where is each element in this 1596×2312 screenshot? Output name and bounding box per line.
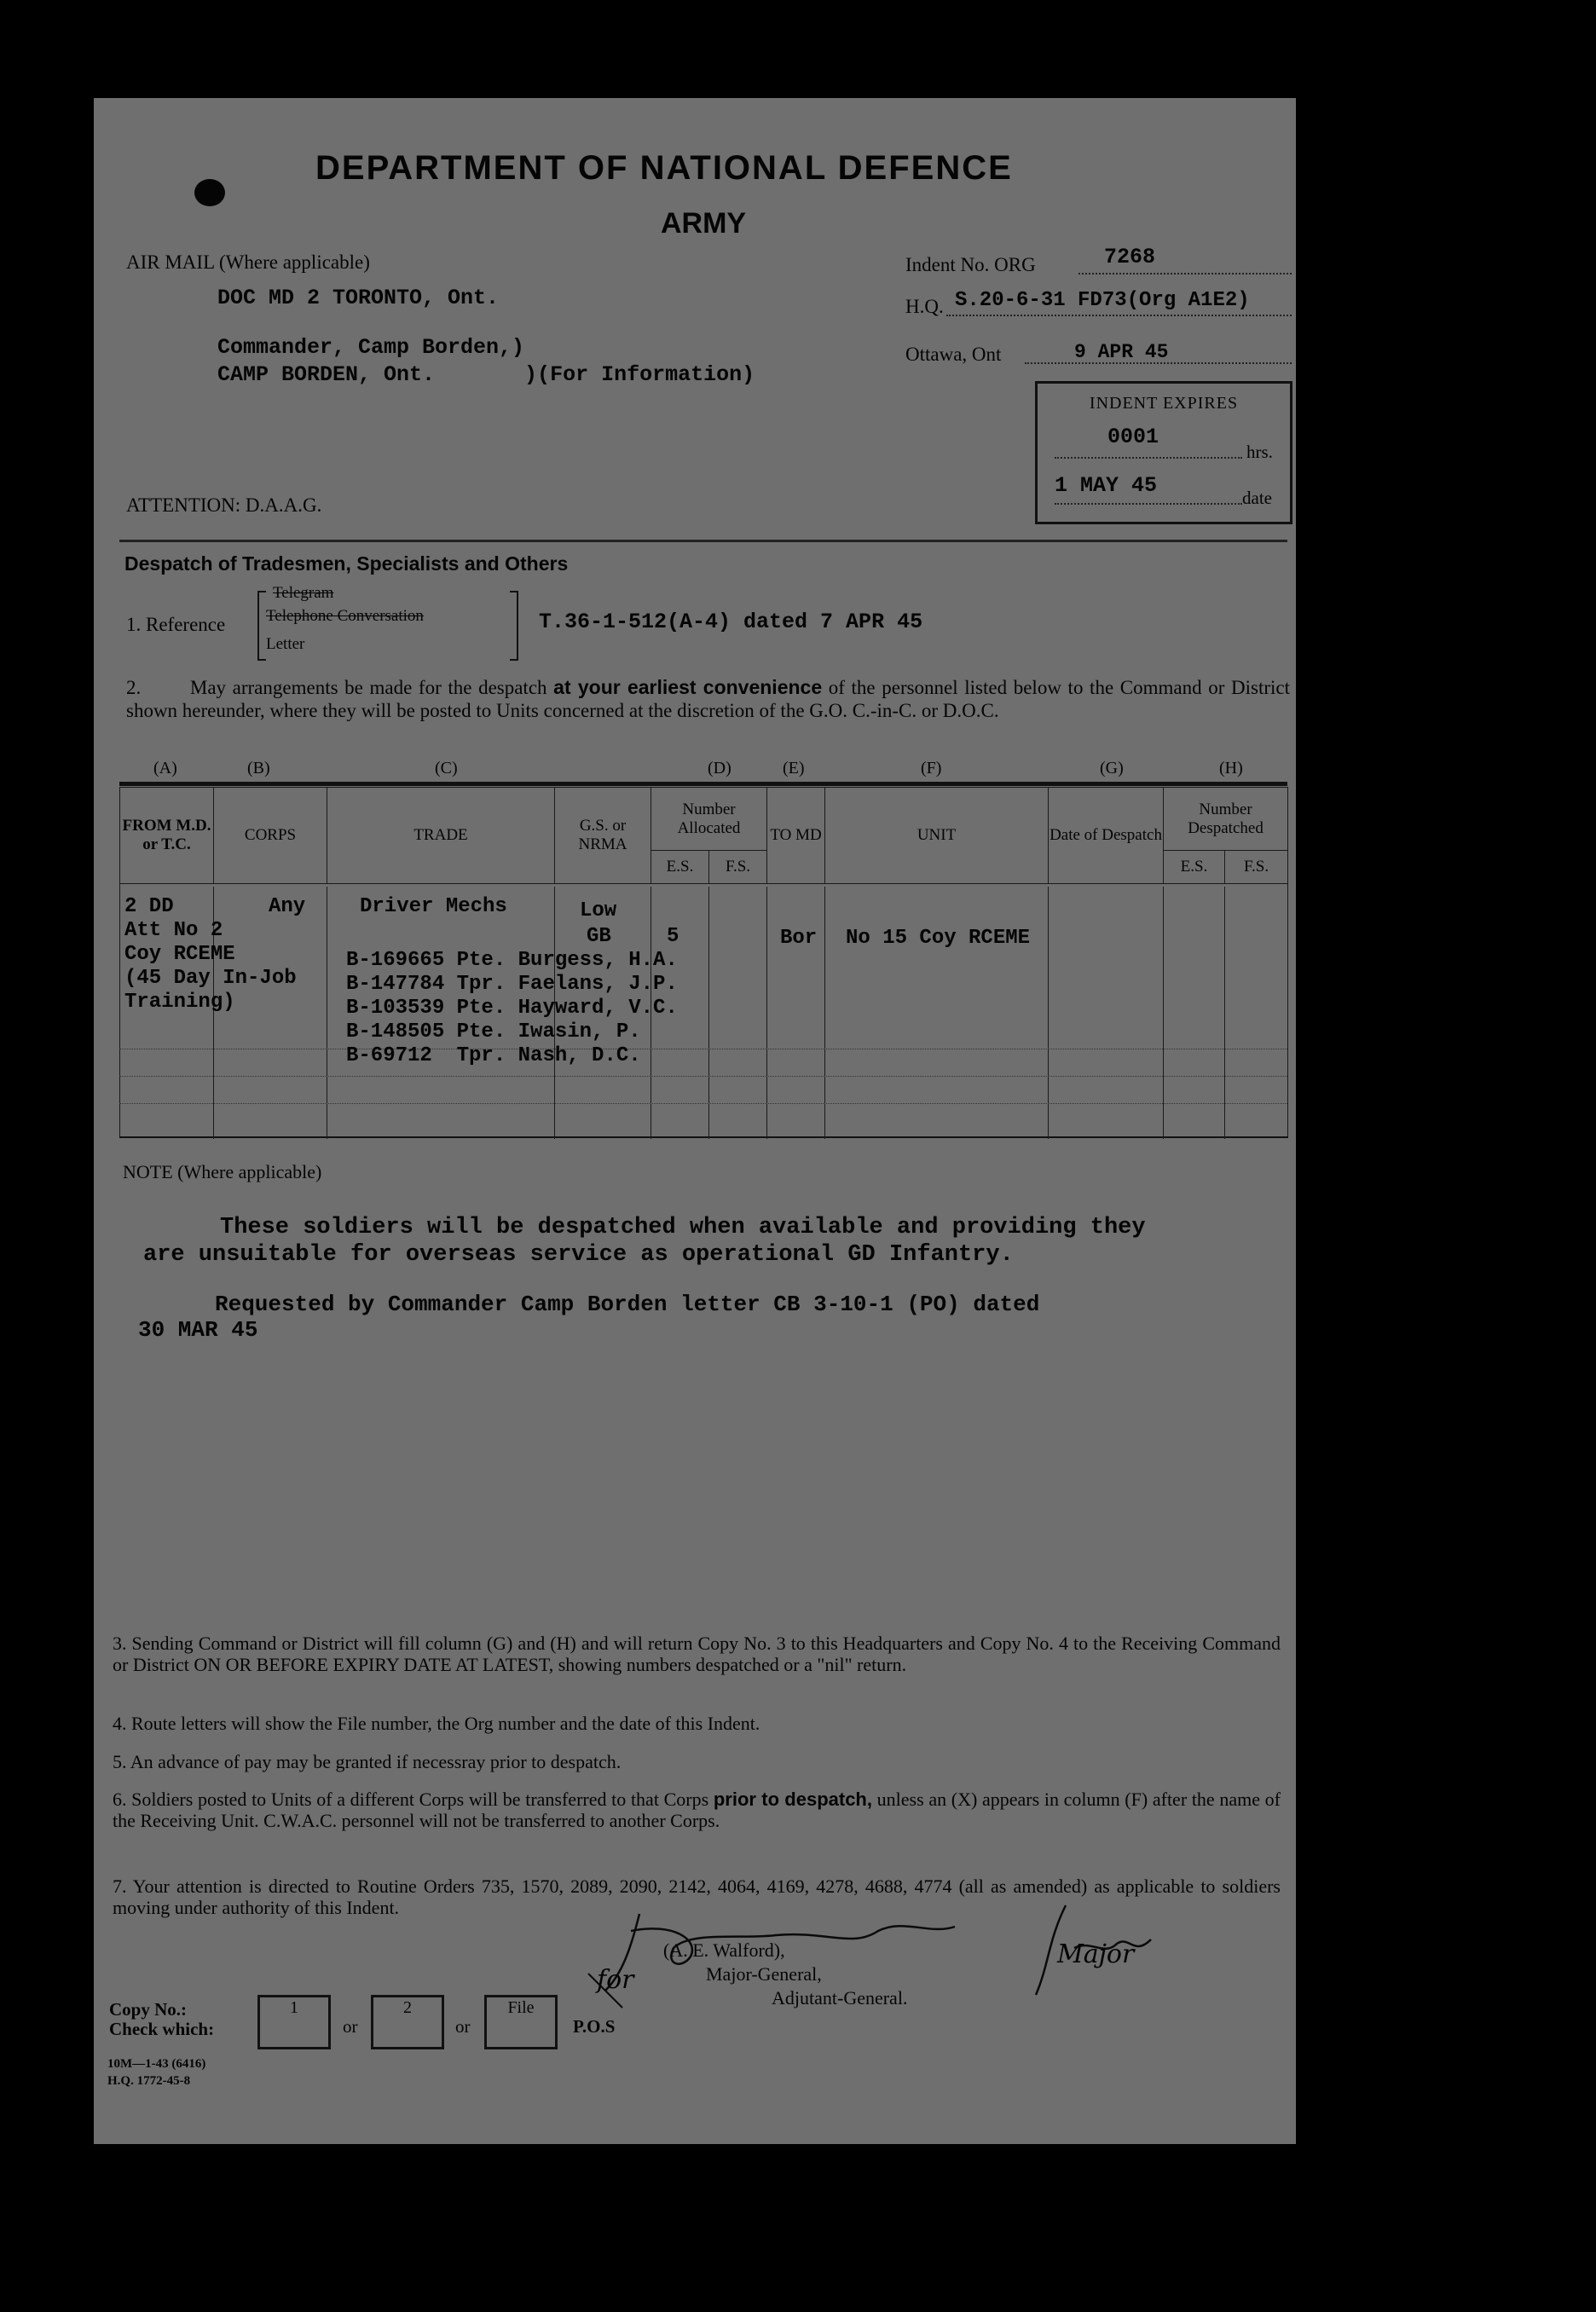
entry-gs: Low xyxy=(580,899,617,922)
column-letter-d: (D) xyxy=(708,759,732,777)
hq-dotted xyxy=(946,315,1292,316)
col-rule xyxy=(766,887,767,1139)
soldier-2: B-147784 Tpr. Faelans, J.P. xyxy=(346,973,678,996)
signature-title: Adjutant-General. xyxy=(772,1987,908,2009)
section-rule xyxy=(119,540,1287,542)
or-label-2: or xyxy=(455,2016,471,2037)
expires-hours: 0001 xyxy=(1107,425,1159,449)
header-unit: UNIT xyxy=(825,788,1049,884)
table-body-content xyxy=(119,887,1287,1139)
indent-number: 7268 xyxy=(1104,245,1156,269)
signature-name: (A. E. Walford), xyxy=(663,1939,785,1961)
copy-box-2-label: 2 xyxy=(403,1998,412,2017)
entry-es: 5 xyxy=(667,925,679,948)
soldier-3: B-103539 Pte. Hayward, V.C. xyxy=(346,997,678,1020)
entry-from-5: Training) xyxy=(124,991,235,1014)
col-rule xyxy=(708,887,709,1139)
column-letter-a: (A) xyxy=(153,759,177,777)
header-from: FROM M.D. or T.C. xyxy=(120,788,214,884)
column-letter-h: (H) xyxy=(1219,759,1243,777)
ottawa-date: 9 APR 45 xyxy=(1074,341,1169,363)
attention-label: ATTENTION: D.A.A.G. xyxy=(126,494,322,516)
hq-label: H.Q. xyxy=(905,296,944,317)
instruction-3: 3. Sending Command or District will fill column (G) and (H) and will return Copy No. 3 to this Headquarters and Copy No. 4 to the Receiving Command or District ON OR BEFORE EXPIRY DATE AT LATEST, showing numbers despatched or a "nil" return. xyxy=(113,1633,1281,1675)
header-fs: F.S. xyxy=(709,851,767,884)
hq-form-number: H.Q. 1772-45-8 xyxy=(107,2074,191,2088)
soldier-4: B-148505 Pte. Iwasin, P. xyxy=(346,1020,641,1043)
instruction-6 xyxy=(113,1789,1281,1831)
entry-from-2: Att No 2 xyxy=(124,919,223,942)
note-line-1: These soldiers will be despatched when available and providing they xyxy=(220,1215,1146,1240)
copy-box-file[interactable] xyxy=(484,1995,558,2049)
column-letters xyxy=(119,759,1287,784)
column-letter-b: (B) xyxy=(247,759,270,777)
paragraph-2-text-a: May arrangements be made for the despatch xyxy=(189,677,554,698)
reference-brace-left xyxy=(257,591,266,661)
army-subtitle: ARMY xyxy=(661,207,747,240)
column-letter-f: (F) xyxy=(921,759,942,777)
date-dotted xyxy=(1055,503,1242,505)
instruction-6-emphasis: prior to despatch, xyxy=(713,1789,872,1810)
copy-box-file-label: File xyxy=(507,1998,535,2017)
department-title: DEPARTMENT OF NATIONAL DEFENCE xyxy=(315,149,1013,187)
pos-label: P.O.S xyxy=(573,2016,616,2037)
form-number: 10M—1-43 (6416) xyxy=(107,2057,206,2071)
instruction-5: 5. An advance of pay may be granted if necessray prior to despatch. xyxy=(113,1751,622,1772)
entry-corps: Any xyxy=(269,895,306,918)
signature-rank: Major-General, xyxy=(706,1963,822,1985)
paragraph-2-text-b: of the personnel listed below to the Command or District shown hereunder, where they will be posted to Units concerned at the discretion of the G.O. C.-in-C. or D.O.C. xyxy=(126,677,1290,721)
reference-brace-right xyxy=(510,591,518,661)
addressee-line-1: DOC MD 2 TORONTO, Ont. xyxy=(217,286,500,310)
header-trade: TRADE xyxy=(327,788,555,884)
indent-expires-box xyxy=(1035,381,1292,524)
col-rule xyxy=(1048,887,1049,1139)
header-despatched: Number Despatched xyxy=(1164,788,1288,851)
reference-label: 1. Reference xyxy=(126,614,226,635)
ottawa-label: Ottawa, Ont xyxy=(905,344,1002,365)
table-top-rule xyxy=(119,782,1287,786)
note-line-4: 30 MAR 45 xyxy=(138,1317,258,1343)
handwritten-for: for xyxy=(597,1965,634,1995)
row-rule xyxy=(119,1103,1287,1104)
entry-from-3: Coy RCEME xyxy=(124,943,235,966)
hq-reference: S.20-6-31 FD73(Org A1E2) xyxy=(955,289,1250,312)
column-letter-e: (E) xyxy=(783,759,805,777)
check-which-label: Check which: xyxy=(109,2019,215,2039)
note-line-2: are unsuitable for overseas service as operational GD Infantry. xyxy=(143,1242,1014,1268)
reference-value: T.36-1-512(A-4) dated 7 APR 45 xyxy=(539,610,923,634)
header-es2: E.S. xyxy=(1164,851,1225,884)
paragraph-2 xyxy=(126,676,1290,722)
copy-box-1-label: 1 xyxy=(290,1998,298,2017)
reference-option-letter: Letter xyxy=(266,635,305,653)
col-rule xyxy=(1224,887,1225,1139)
instruction-6-text-b: unless an (X) appears in column (F) after the name of the Receiving Unit. C.W.A.C. personnel will not be transferred to another Corps. xyxy=(113,1789,1281,1831)
reference-option-telephone: Telephone Conversation xyxy=(266,607,424,625)
instruction-4: 4. Route letters will show the File number, the Org number and the date of this Indent. xyxy=(113,1713,760,1734)
header-allocated: Number Allocated xyxy=(651,788,767,851)
header-corps: CORPS xyxy=(214,788,327,884)
hole-punch xyxy=(194,179,225,206)
header-fs2: F.S. xyxy=(1225,851,1288,884)
air-mail-label: AIR MAIL (Where applicable) xyxy=(126,251,370,273)
addressee-line-2: Commander, Camp Borden,) xyxy=(217,335,525,360)
entry-from-1: 2 DD xyxy=(124,895,174,918)
header-date-despatch: Date of Despatch xyxy=(1049,788,1164,884)
date-label: date xyxy=(1242,488,1272,508)
copy-box-1[interactable] xyxy=(257,1995,331,2049)
col-rule xyxy=(1163,887,1164,1139)
addressee-line-3: CAMP BORDEN, Ont. )(For Information) xyxy=(217,362,755,387)
copy-no-label: Copy No.: xyxy=(109,1999,188,2020)
section-heading: Despatch of Tradesmen, Specialists and Others xyxy=(124,552,569,575)
instruction-7: 7. Your attention is directed to Routine Orders 735, 1570, 2089, 2090, 2142, 4064, 4169, 4278, 4688, 4774 (all as amended) as applicable to soldiers moving under authority of this Indent. xyxy=(113,1876,1281,1918)
paragraph-2-number: 2. xyxy=(126,677,142,698)
soldier-1: B-169665 Pte. Burgess, H.A. xyxy=(346,949,678,972)
expires-date: 1 MAY 45 xyxy=(1055,473,1158,498)
or-label-1: or xyxy=(343,2016,358,2037)
col-rule xyxy=(824,887,825,1139)
entry-trade: Driver Mechs xyxy=(360,895,507,918)
header-to-md: TO MD xyxy=(767,788,825,884)
soldier-5: B-69712 Tpr. Nash, D.C. xyxy=(346,1044,641,1067)
paragraph-2-emphasis: at your earliest convenience xyxy=(553,676,823,698)
indent-label: Indent No. ORG xyxy=(905,254,1036,275)
table-header-row xyxy=(120,788,1288,851)
entry-gs-2: GB xyxy=(587,925,611,948)
reference-option-telegram: Telegram xyxy=(273,584,334,602)
column-letter-c: (C) xyxy=(435,759,458,777)
document-sheet xyxy=(94,98,1296,2144)
hrs-dotted xyxy=(1055,457,1242,459)
header-es: E.S. xyxy=(651,851,709,884)
note-line-3: Requested by Commander Camp Borden letter CB 3-10-1 (PO) dated xyxy=(215,1292,1040,1317)
entry-from-4: (45 Day In-Job xyxy=(124,967,297,990)
handwritten-major: Major xyxy=(1057,1939,1135,1969)
indent-dotted xyxy=(1078,273,1292,275)
row-rule xyxy=(119,1076,1287,1077)
column-letter-g: (G) xyxy=(1100,759,1124,777)
entry-to-md: Bor xyxy=(780,927,818,950)
copy-box-2[interactable] xyxy=(371,1995,444,2049)
header-gs: G.S. or NRMA xyxy=(555,788,651,884)
entry-unit: No 15 Coy RCEME xyxy=(846,927,1031,950)
instruction-6-text-a: 6. Soldiers posted to Units of a different Corps will be transferred to that Corps xyxy=(113,1789,714,1810)
note-label: NOTE (Where applicable) xyxy=(123,1161,322,1182)
hrs-label: hrs. xyxy=(1246,442,1273,462)
indent-expires-title: INDENT EXPIRES xyxy=(1089,394,1239,413)
